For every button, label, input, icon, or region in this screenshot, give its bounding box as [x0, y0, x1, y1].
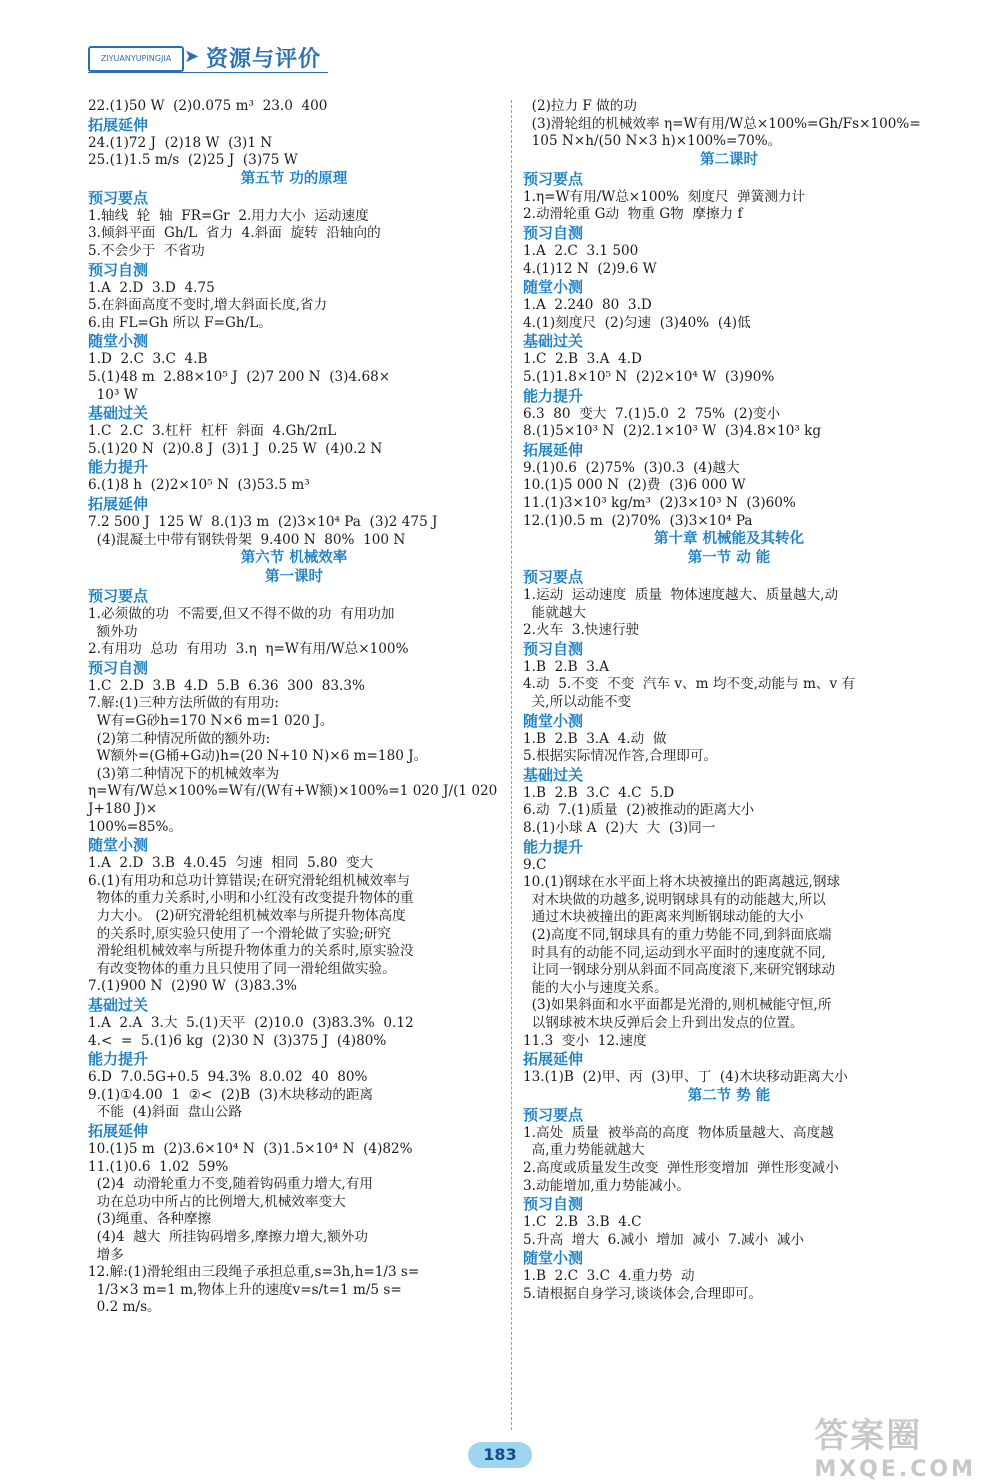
answer-line: 6.由 FL=Gh 所以 F=Gh/L。	[88, 314, 272, 331]
answer-line: 12.(1)0.5 m (2)70% (3)3×10⁴ Pa	[523, 512, 753, 529]
answer-line: 9.(1)0.6 (2)75% (3)0.3 (4)越大	[523, 459, 740, 476]
watermark	[814, 1408, 976, 1482]
answer-line: (2)第二种情况所做的额外功:	[88, 730, 271, 747]
answer-line: 2.火车 3.快速行驶	[523, 622, 640, 639]
answer-line: 22.(1)50 W (2)0.075 m³ 23.0 400	[88, 98, 328, 114]
answer-line: 7.(1)900 N (2)90 W (3)83.3%	[88, 978, 297, 995]
answer-line: 12.解:(1)滑轮组由三段绳子承担总重,s=3h,h=1/3 s=	[88, 1264, 420, 1281]
watermark-logo: 答案圈	[814, 1416, 923, 1456]
answer-line: W额外=(G桶+G动)h=(20 N+10 N)×6 m=180 J。	[88, 748, 428, 765]
answer-line: 2.有用功 总功 有用功 3.η η=W有用/W总×100%	[88, 641, 409, 658]
answer-line: 的关系时,原实验只使用了一个滑轮做了实验;研究	[88, 925, 392, 942]
answer-line: 105 N×h/(50 N×3 h)×100%=70%。	[523, 133, 782, 150]
answer-line: 5.在斜面高度不变时,增大斜面长度,省力	[88, 297, 328, 314]
section-heading: 拓展延伸	[88, 1121, 149, 1140]
answer-line: 能就越大	[523, 604, 587, 621]
answer-line: 8.(1)小球 A (2)大 大 (3)同一	[523, 820, 716, 837]
chapter-heading: 第五节 功的原理	[240, 170, 348, 187]
answer-line: 1.B 2.B 3.C 4.C 5.D	[523, 784, 675, 801]
section-heading: 预习要点	[88, 188, 149, 207]
section-heading: 预习自测	[523, 223, 584, 242]
answer-line: 3.倾斜平面 Gh/L 省力 4.斜面 旋转 沿轴向的	[88, 225, 381, 242]
answer-line: 1.A 2.D 3.D 4.75	[88, 279, 215, 296]
chapter-heading: 第一节 动 能	[687, 550, 771, 567]
answer-line: 通过木块被撞出的距离来判断钢球动能的大小	[523, 909, 804, 926]
answer-line: 4.(1)12 N (2)9.6 W	[523, 260, 657, 277]
answer-line: W有=G砂h=170 N×6 m=1 020 J。	[88, 713, 334, 730]
answer-line: 8.(1)5×10³ N (2)2.1×10³ W (3)4.8×10³ kg	[523, 423, 822, 440]
section-heading: 随堂小测	[523, 711, 584, 730]
section-heading: 能力提升	[88, 458, 149, 477]
page-number: 183	[468, 1442, 532, 1468]
answer-line: 11.(1)0.6 1.02 59%	[88, 1158, 229, 1175]
answer-line: 让同一钢球分别从斜面不同高度滚下,来研究钢球动	[523, 962, 836, 979]
answer-line: 1.A 2.240 80 3.D	[523, 297, 652, 314]
answer-line: 关,所以动能不变	[523, 694, 632, 711]
answer-line: 25.(1)1.5 m/s (2)25 J (3)75 W	[88, 152, 298, 169]
section-heading: 随堂小测	[88, 836, 149, 855]
section-heading: 能力提升	[523, 837, 584, 856]
answer-line: 有改变物体的重力且只使用了同一滑轮组做实验。	[88, 960, 396, 977]
section-heading: 基础过关	[88, 404, 149, 423]
section-heading: 拓展延伸	[88, 115, 149, 134]
section-heading: 基础过关	[523, 332, 584, 351]
section-heading: 随堂小测	[88, 332, 149, 351]
answer-line: 4.动 5.不变 不变 汽车 v、m 均不变,动能与 m、v 有	[523, 676, 856, 693]
chapter-heading: 第六节 机械效率	[240, 550, 348, 567]
answer-line: 不能 (4)斜面 盘山公路	[88, 1104, 242, 1121]
section-heading: 能力提升	[523, 386, 584, 405]
answer-line: 1.高处 质量 被举高的高度 物体质量越大、高度越	[523, 1124, 834, 1141]
answer-line: 以钢球被木块反弹后会上升到出发点的位置。	[523, 1014, 804, 1031]
answer-line: 1.必须做的功 不需要,但又不得不做的功 有用功加	[88, 606, 395, 623]
answer-line: 5.请根据自身学习,谈谈体会,合理即可。	[523, 1285, 763, 1302]
answer-line: 11.(1)3×10³ kg/m³ (2)3×10³ N (3)60%	[523, 494, 796, 511]
answer-line: 4.< = 5.(1)6 kg (2)30 N (3)375 J (4)80%	[88, 1032, 387, 1049]
answer-line: 增多	[88, 1246, 124, 1263]
answer-line: 1.轴线 轮 轴 FR=Gr 2.用力大小 运动速度	[88, 207, 369, 224]
answer-line: (3)滑轮组的机械效率 η=W有用/W总×100%=Gh/Fs×100%=	[523, 115, 921, 132]
answer-line: 24.(1)72 J (2)18 W (3)1 N	[88, 134, 273, 151]
watermark-url: MXQE.COM	[814, 1457, 976, 1482]
answer-line: 5.(1)1.8×10⁵ N (2)2×10⁴ W (3)90%	[523, 368, 775, 385]
answer-line: 5.升高 增大 6.减小 增加 减小 7.减小 减小	[523, 1231, 805, 1248]
column-divider	[511, 100, 512, 1430]
answer-line: 6.(1)8 h (2)2×10⁵ N (3)53.5 m³	[88, 477, 310, 494]
answer-line: 7.2 500 J 125 W 8.(1)3 m (2)3×10⁴ Pa (3)2 475 J	[88, 513, 438, 530]
answer-line: 5.(1)48 m 2.88×10⁵ J (2)7 200 N (3)4.68×	[88, 368, 391, 385]
section-heading: 随堂小测	[523, 1249, 584, 1268]
answer-line: (2)4 动滑轮重力不变,随着钩码重力增大,有用	[88, 1176, 373, 1193]
answer-line: 物体的重力关系时,小明和小红没有改变提升物体的重	[88, 890, 414, 907]
answer-line: 6.D 7.0.5G+0.5 94.3% 8.0.02 40 80%	[88, 1069, 368, 1086]
section-heading: 能力提升	[88, 1050, 149, 1069]
answer-line: 1.C 2.B 3.B 4.C	[523, 1214, 642, 1231]
answer-line: 1.C 2.B 3.A 4.D	[523, 351, 642, 368]
answer-line: 1.η=W有用/W总×100% 刻度尺 弹簧测力计	[523, 188, 806, 205]
answer-line: 1.运动 运动速度 质量 物体速度越大、质量越大,动	[523, 587, 839, 604]
answer-line: 对木块做的功越多,说明钢球具有的动能越大,所以	[523, 891, 826, 908]
answer-line: 1.B 2.B 3.A	[523, 658, 609, 675]
answer-line: 100%=85%。	[88, 818, 183, 835]
answer-line: 10.(1)钢球在水平面上将木块被撞出的距离越远,钢球	[523, 874, 841, 891]
answer-line: 9.(1)①4.00 1 ②< (2)B (3)木块移动的距离	[88, 1086, 374, 1103]
chapter-heading: 第二节 势 能	[687, 1087, 771, 1104]
answer-line: (4)4 越大 所挂钩码增多,摩擦力增大,额外功	[88, 1228, 368, 1245]
answer-line: 10³ W	[88, 386, 138, 403]
answer-line: 6.动 7.(1)质量 (2)被推动的距离大小	[523, 802, 755, 819]
answer-line: 1.D 2.C 3.C 4.B	[88, 351, 208, 368]
answer-line: η=W有/W总×100%=W有/(W有+W额)×100%=1 020 J/(1 020 J+180 J)×	[88, 783, 502, 818]
answer-line: 额外功	[88, 623, 138, 640]
chapter-heading: 第一课时	[265, 569, 323, 586]
answer-line: 时具有的动能不同,运动到水平面时的速度就不同,	[523, 944, 826, 961]
answer-line: 0.2 m/s。	[88, 1299, 161, 1316]
answer-line: (3)如果斜面和水平面都是光滑的,则机械能守恒,所	[523, 997, 832, 1014]
header-title: 资源与评价	[206, 47, 322, 72]
answer-line: 10.(1)5 000 N (2)费 (3)6 000 W	[523, 477, 746, 494]
chapter-heading: 第十章 机械能及其转化	[653, 531, 805, 548]
section-heading: 拓展延伸	[523, 1050, 584, 1069]
answer-line: 1.B 2.B 3.A 4.动 做	[523, 730, 667, 747]
right-column	[523, 98, 935, 1304]
answer-line: 6.3 80 变大 7.(1)5.0 2 75% (2)变小	[523, 405, 781, 422]
section-heading: 预习自测	[88, 260, 149, 279]
arrow-icon: ➤	[184, 46, 200, 67]
answer-line: 功在总功中所占的比例增大,机械效率变大	[88, 1193, 346, 1210]
section-heading: 预习要点	[523, 1105, 584, 1124]
page-header	[88, 40, 348, 74]
answer-line: 5.根据实际情况作答,合理即可。	[523, 748, 718, 765]
brand-box: ZIYUANYUPINGJIA	[88, 46, 184, 72]
chapter-heading: 第二课时	[700, 151, 758, 168]
answer-line: 1.A 2.A 3.大 5.(1)天平 (2)10.0 (3)83.3% 0.12	[88, 1014, 414, 1031]
section-heading: 预习自测	[523, 1195, 584, 1214]
answer-line: 4.(1)刻度尺 (2)匀速 (3)40% (4)低	[523, 314, 751, 331]
section-heading: 预习自测	[88, 658, 149, 677]
answer-line: 7.解:(1)三种方法所做的有用功:	[88, 695, 279, 712]
answer-line: (2)高度不同,钢球具有的重力势能不同,到斜面底端	[523, 927, 832, 943]
section-heading: 预习要点	[523, 169, 584, 188]
section-heading: 随堂小测	[523, 278, 584, 297]
answer-line: (4)混凝土中带有钢铁骨架 9.400 N 80% 100 N	[88, 531, 406, 548]
left-column	[88, 98, 500, 1317]
answer-line: 1.B 2.C 3.C 4.重力势 动	[523, 1268, 695, 1285]
answer-line: 13.(1)B (2)甲、丙 (3)甲、丁 (4)木块移动距离大小	[523, 1069, 848, 1086]
answer-line: 2.动滑轮重 G动 物重 G物 摩擦力 f	[523, 206, 743, 223]
answer-line: (3)绳重、各种摩擦	[88, 1211, 212, 1228]
answer-line: 2.高度或质量发生改变 弹性形变增加 弹性形变减小	[523, 1159, 839, 1176]
answer-line: (2)拉力 F 做的功	[523, 98, 637, 114]
answer-line: 高,重力势能就越大	[523, 1142, 645, 1159]
section-heading: 拓展延伸	[88, 494, 149, 513]
answer-line: 9.C	[523, 856, 547, 873]
answer-line: 力大小。 (2)研究滑轮组机械效率与所提升物体高度	[88, 908, 406, 924]
answer-line: 11.3 变小 12.速度	[523, 1032, 647, 1049]
answer-line: 1.A 2.D 3.B 4.0.45 匀速 相同 5.80 变大	[88, 855, 374, 872]
answer-line: 滑轮组机械效率与所提升物体重力的关系时,原实验没	[88, 943, 414, 960]
answer-line: 1.C 2.C 3.杠杆 杠杆 斜面 4.Gh/2πL	[88, 423, 337, 440]
answer-line: 6.(1)有用功和总功计算错误;在研究滑轮组机械效率与	[88, 872, 411, 889]
answer-line: 1.A 2.C 3.1 500	[523, 242, 639, 259]
section-heading: 预习要点	[523, 568, 584, 587]
answer-line: 3.动能增加,重力势能减小。	[523, 1177, 690, 1194]
answer-line: 10.(1)5 m (2)3.6×10⁴ N (3)1.5×10⁴ N (4)82%	[88, 1140, 413, 1157]
section-heading: 拓展延伸	[523, 440, 584, 459]
section-heading: 基础过关	[523, 765, 584, 784]
answer-line: 1.C 2.D 3.B 4.D 5.B 6.36 300 83.3%	[88, 677, 365, 694]
answer-line: 5.不会少于 不省功	[88, 242, 205, 259]
section-heading: 预习自测	[523, 639, 584, 658]
header-rule	[88, 72, 328, 73]
section-heading: 预习要点	[88, 587, 149, 606]
answer-line: 1/3×3 m=1 m,物体上升的速度v=s/t=1 m/5 s=	[88, 1281, 402, 1298]
answer-line: (3)第二种情况下的机械效率为	[88, 765, 280, 782]
answer-line: 能的大小与速度关系。	[523, 979, 668, 996]
section-heading: 基础过关	[88, 995, 149, 1014]
answer-line: 5.(1)20 N (2)0.8 J (3)1 J 0.25 W (4)0.2 N	[88, 440, 383, 457]
